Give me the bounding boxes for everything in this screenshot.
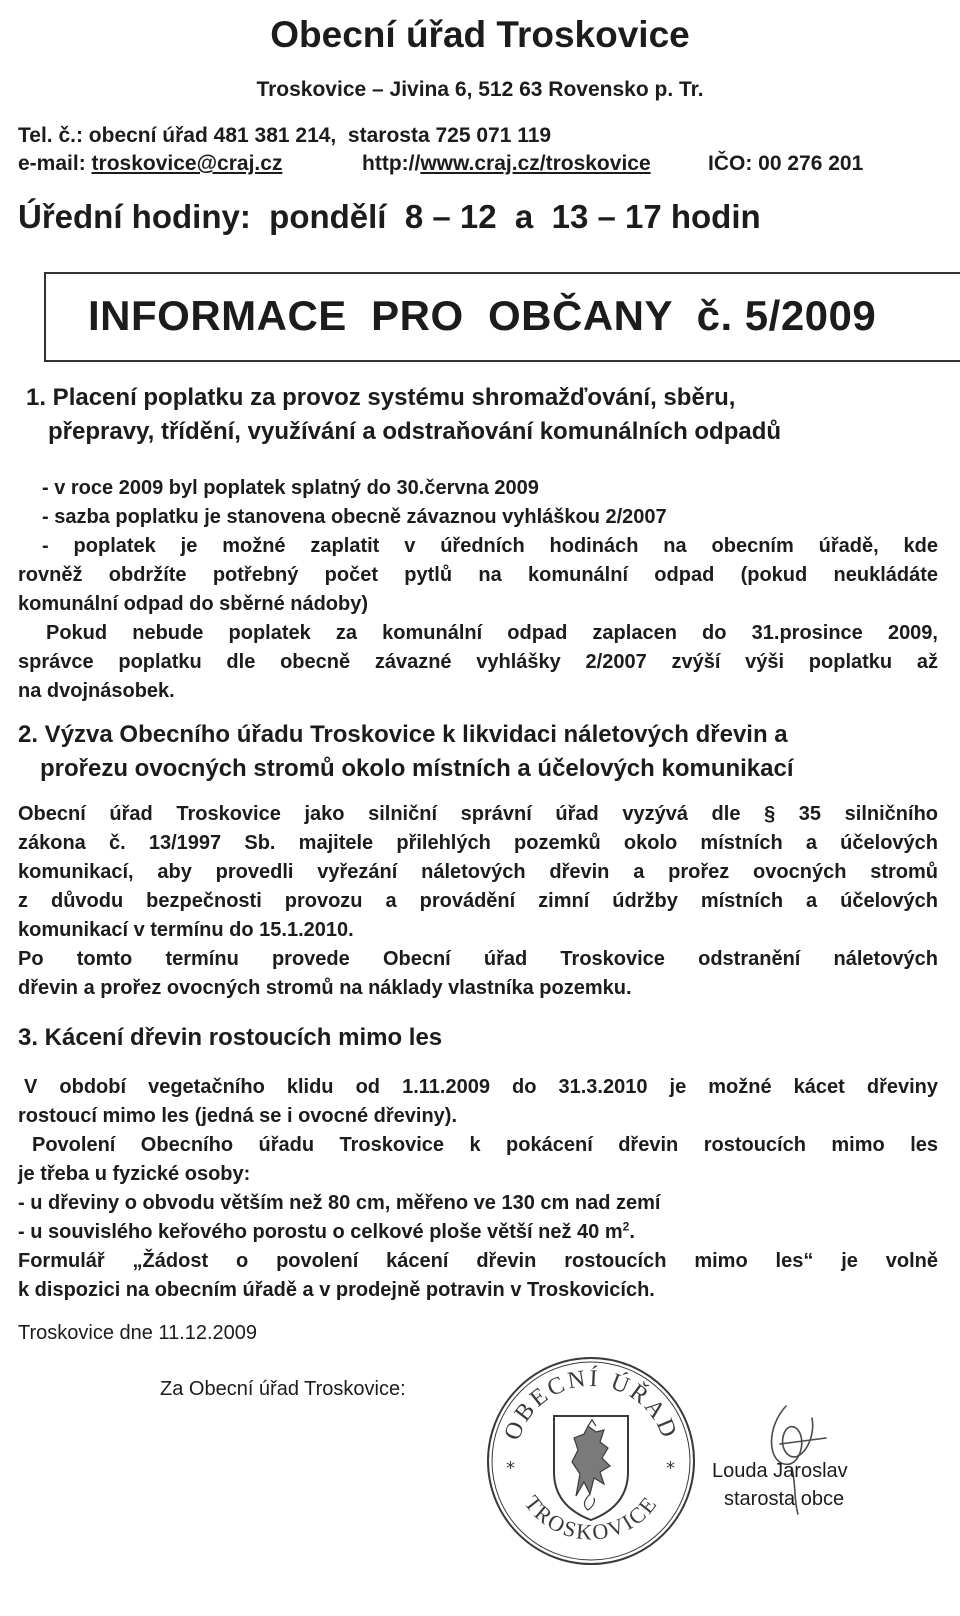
signer-name: Louda Jaroslav bbox=[712, 1460, 848, 1482]
signer-role: starosta obce bbox=[724, 1488, 845, 1510]
section1-bullet-2: - sazba poplatku je stanovena obecně závaznou vyhláškou 2/2007 bbox=[42, 506, 667, 528]
coat-of-arms-icon bbox=[554, 1416, 628, 1520]
section1-heading-line1: 1. Placení poplatku za provoz systému shromažďování, sběru, bbox=[26, 384, 736, 411]
stamp-bottom-text: TROSKOVICE bbox=[519, 1490, 663, 1545]
document-title: INFORMACE PRO OBČANY č. 5/2009 bbox=[88, 292, 877, 339]
contact-phones: Tel. č.: obecní úřad 481 381 214, starosta 725 071 119 bbox=[18, 124, 552, 147]
section3-line7: Formulář „Žádost o povolení kácení dřevin rostoucích mimo les“ je volně bbox=[18, 1250, 938, 1272]
superscript-two: 2 bbox=[622, 1219, 630, 1234]
web-link[interactable]: www.craj.cz/troskovice bbox=[420, 152, 651, 175]
section3-line2: rostoucí mimo les (jedná se i ovocné dřeviny). bbox=[18, 1105, 458, 1127]
section2-line4: z důvodu bezpečnosti provozu a provádění zimní údržby místních a účelových bbox=[18, 890, 938, 912]
section1-para-line2: správce poplatku dle obecně závazné vyhlášky 2/2007 zvýší výši poplatku až bbox=[18, 651, 938, 673]
email-link[interactable]: troskovice@craj.cz bbox=[91, 152, 283, 175]
section3-line4: je třeba u fyzické osoby: bbox=[18, 1163, 251, 1185]
section2-line3: komunikací, aby provedli vyřezání náletových dřevin a prořez ovocných stromů bbox=[18, 861, 938, 883]
section3-heading: 3. Kácení dřevin rostoucích mimo les bbox=[18, 1024, 443, 1051]
section3-line5: - u dřeviny o obvodu větším než 80 cm, měřeno ve 130 cm nad zemí bbox=[18, 1192, 661, 1214]
section3-line6 bbox=[18, 1218, 635, 1247]
section1-heading-line2: přepravy, třídění, využívání a odstraňování komunálních odpadů bbox=[48, 418, 782, 445]
section1-bullet-3-line2: rovněž obdržíte potřebný počet pytlů na komunální odpad (pokud neukládáte bbox=[18, 564, 938, 586]
place-date: Troskovice dne 11.12.2009 bbox=[18, 1322, 258, 1344]
web-prefix: http:// bbox=[362, 152, 421, 175]
section1-bullet-3-line1: - poplatek je možné zaplatit v úředních hodinách na obecním úřadě, kde bbox=[42, 535, 938, 557]
section1-para-line1: Pokud nebude poplatek za komunální odpad zaplacen do 31.prosince 2009, bbox=[46, 622, 938, 644]
section1-bullet-3-line3: komunální odpad do sběrné nádoby) bbox=[18, 593, 369, 615]
section2-heading-line2: prořezu ovocných stromů okolo místních a účelových komunikací bbox=[40, 755, 794, 782]
official-stamp bbox=[484, 1354, 698, 1568]
section3-line1: V období vegetačního klidu od 1.11.2009 do 31.3.2010 je možné kácet dřeviny bbox=[24, 1076, 938, 1098]
web-address bbox=[362, 152, 651, 176]
section3-line8: k dispozici na obecním úřadě a v prodejně potravin v Troskovicích. bbox=[18, 1279, 655, 1301]
on-behalf-label: Za Obecní úřad Troskovice: bbox=[160, 1378, 406, 1400]
section2-line7: dřevin a prořez ovocných stromů na náklady vlastníka pozemku. bbox=[18, 977, 632, 999]
email-label: e-mail: bbox=[18, 152, 92, 175]
section3-line3: Povolení Obecního úřadu Troskovice k pokácení dřevin rostoucích mimo les bbox=[32, 1134, 938, 1156]
section2-line6: Po tomto termínu provede Obecní úřad Troskovice odstranění náletových bbox=[18, 948, 938, 970]
section2-line5: komunikací v termínu do 15.1.2010. bbox=[18, 919, 354, 941]
section3-line6-end: . bbox=[629, 1221, 635, 1243]
stamp-star-right: * bbox=[666, 1458, 675, 1479]
section2-heading-line1: 2. Výzva Obecního úřadu Troskovice k likvidaci náletových dřevin a bbox=[18, 721, 788, 748]
section1-bullet-1: - v roce 2009 byl poplatek splatný do 30.června 2009 bbox=[42, 477, 539, 499]
section2-line2: zákona č. 13/1997 Sb. majitele přilehlých pozemků okolo místních a účelových bbox=[18, 832, 938, 854]
section1-para-line3: na dvojnásobek. bbox=[18, 680, 175, 702]
contact-line-email-web bbox=[18, 152, 282, 176]
office-address: Troskovice – Jivina 6, 512 63 Rovensko p. Tr. bbox=[256, 78, 704, 101]
section2-line1: Obecní úřad Troskovice jako silniční správní úřad vyzývá dle § 35 silničního bbox=[18, 803, 938, 825]
section3-line6-text: - u souvislého keřového porostu o celkové ploše větší než 40 m bbox=[18, 1221, 623, 1243]
office-hours: Úřední hodiny: pondělí 8 – 12 a 13 – 17 hodin bbox=[18, 198, 761, 235]
stamp-top-text: OBECNÍ ÚŘAD bbox=[499, 1365, 683, 1444]
office-name: Obecní úřad Troskovice bbox=[270, 14, 690, 55]
ico-number: IČO: 00 276 201 bbox=[708, 152, 864, 175]
stamp-star-left: * bbox=[506, 1458, 515, 1479]
